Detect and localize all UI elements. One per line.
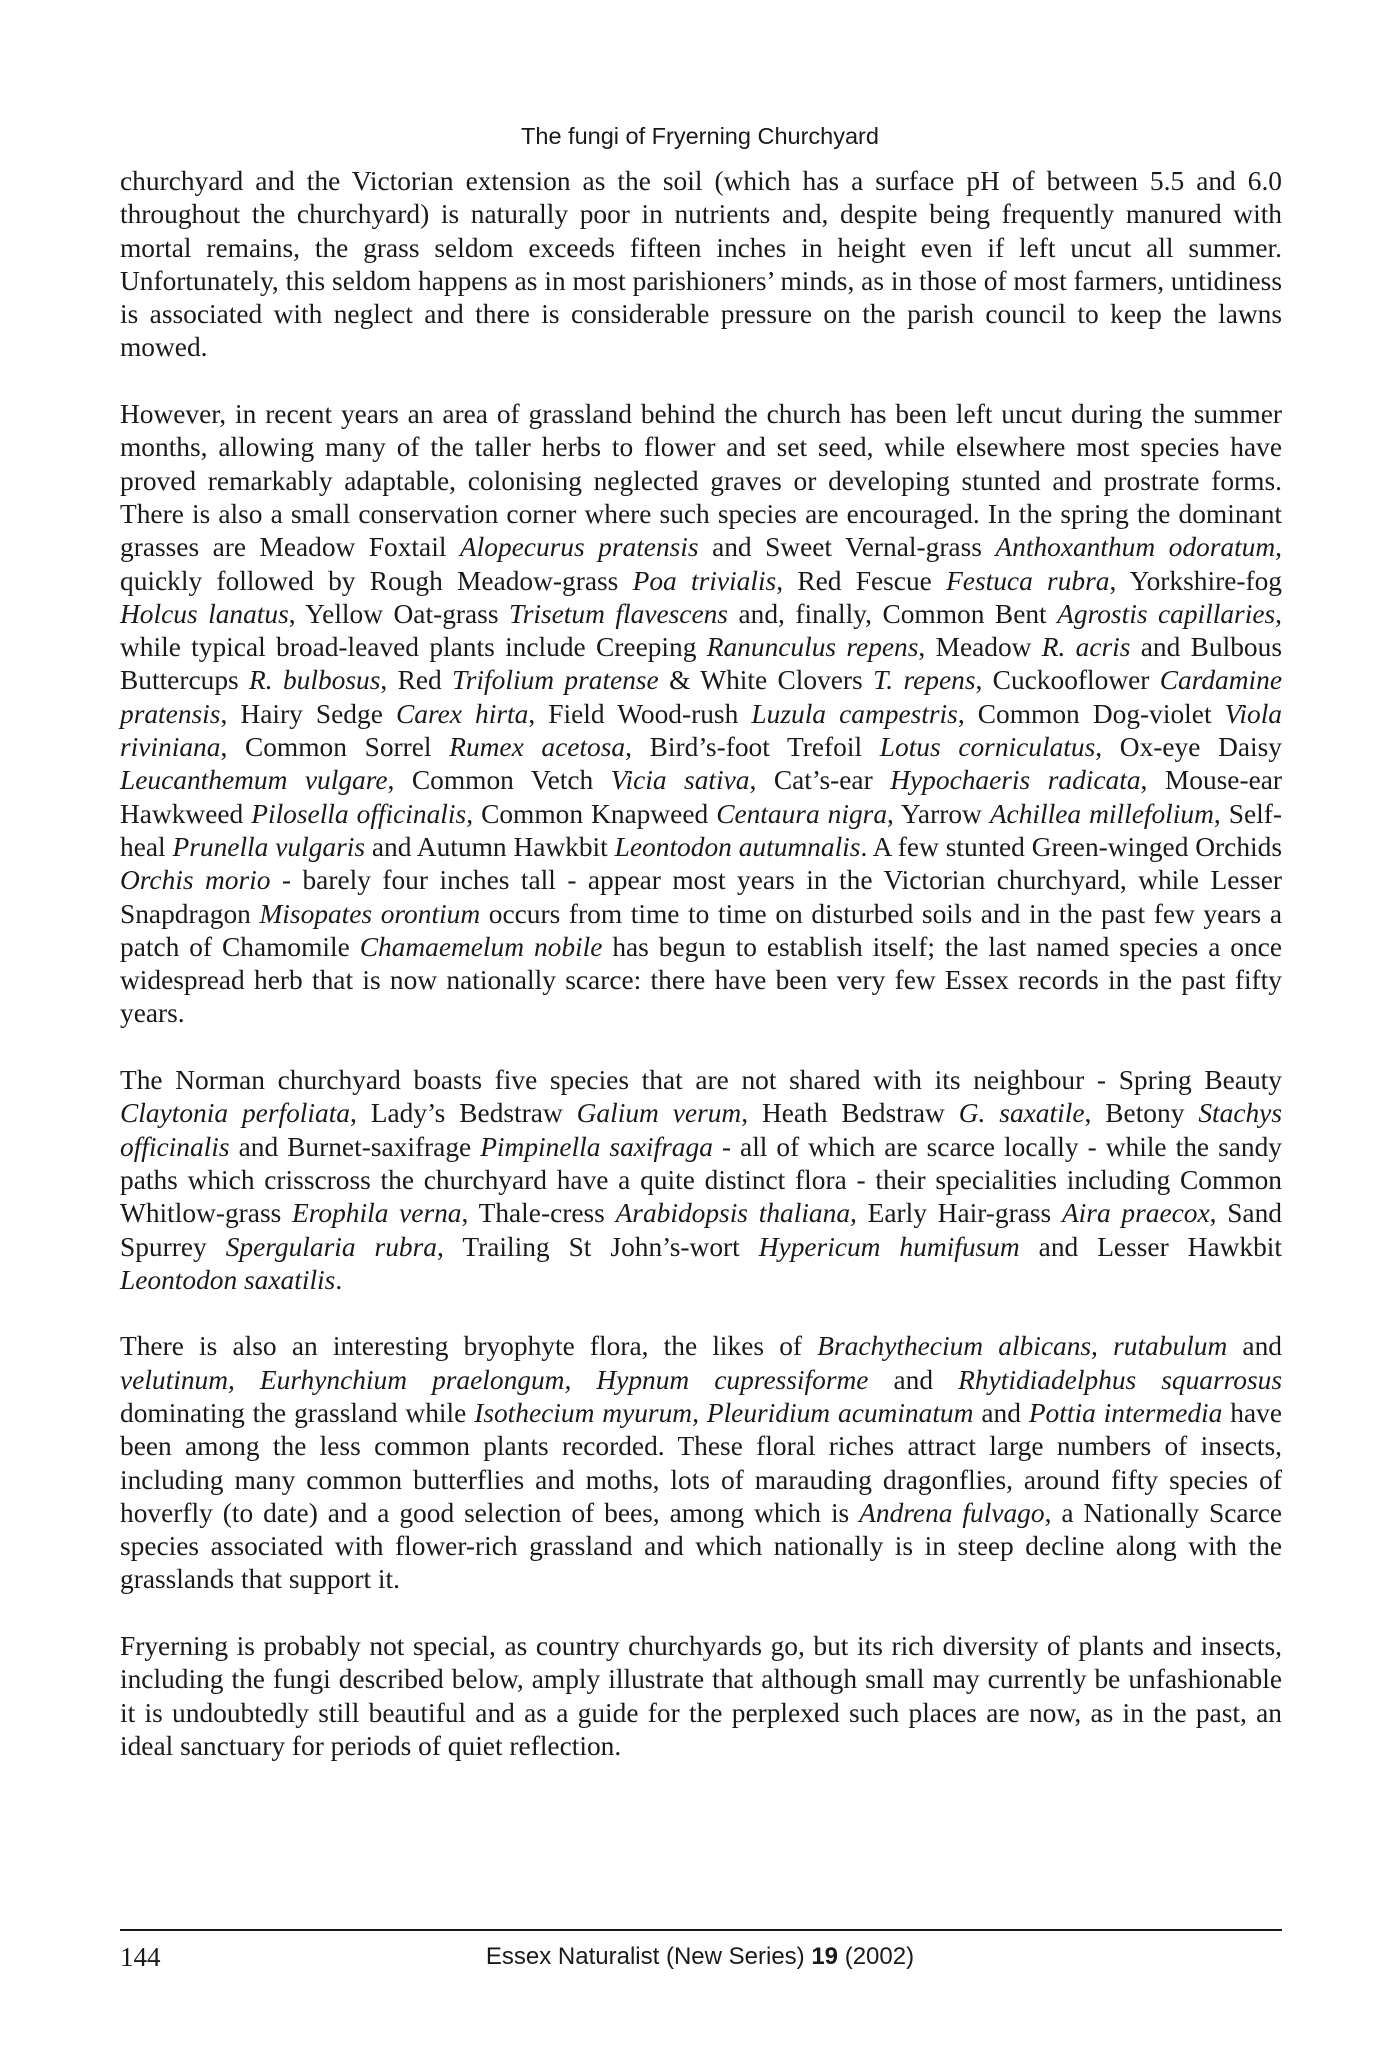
- species-name: R. acris: [1041, 632, 1131, 663]
- species-name: Vicia sativa: [610, 765, 750, 796]
- species-name: Cardamine pratensis: [120, 665, 1282, 729]
- species-name: Isothecium myurum, Pleuridium acuminatum: [474, 1397, 974, 1428]
- text-run: , Common Dog-violet: [957, 698, 1225, 729]
- text-run: , Yellow Oat-grass: [288, 598, 509, 629]
- species-name: Agrostis capillaries: [1057, 598, 1276, 629]
- text-run: & White Clovers: [658, 665, 874, 696]
- text-run: has begun to establish itself; the last named species a once widespread herb that is now nationally scarce: there have been very few Essex records in the past fifty years.: [120, 931, 1282, 1029]
- text-run: .: [335, 1264, 343, 1295]
- species-name: Lotus corniculatus: [879, 732, 1096, 763]
- body-paragraph: [120, 398, 1282, 1031]
- body-paragraph: [120, 1330, 1282, 1596]
- species-name: Leontodon autumnalis: [614, 831, 861, 862]
- text-run: have been among the less common plants recorded. These floral riches attract large numbers of insects, including many common butterflies and moths, lots of marauding dragonflies, around fifty species of hoverfly (to date) and a good selection of bees, among which is: [120, 1397, 1282, 1528]
- running-title: The fungi of Fryerning Churchyard: [521, 123, 879, 149]
- text-run: and Autumn Hawkbit: [365, 831, 615, 862]
- text-run: , Hairy Sedge: [220, 698, 396, 729]
- species-name: G. saxatile: [958, 1098, 1085, 1129]
- journal-name: Essex Naturalist (New Series): [485, 1943, 812, 1970]
- text-run: However, in recent years an area of grassland behind the church has been left uncut during the summer months, allowing many of the taller herbs to flower and set seed, while elsewhere most species have proved remarkably adaptable, colonising neglected graves or developing stunted and prostrate forms. There is also a small conservation corner where such species are encouraged. In the spring the dominant grasses are Meadow Foxtail: [120, 399, 1282, 563]
- species-name: Chamaemelum nobile: [359, 931, 603, 962]
- species-name: Arabidopsis thaliana,: [615, 1198, 857, 1229]
- journal-citation: [0, 1941, 1400, 1973]
- journal-volume: 19: [811, 1943, 839, 1970]
- text-run: , a Nationally Scarce species associated with flower-rich grassland and which nationally is in steep decline along with the grasslands that support it.: [120, 1497, 1283, 1595]
- text-run: and Burnet-saxifrage: [229, 1131, 481, 1162]
- text-run: , quickly followed by Rough Meadow-grass: [120, 532, 1283, 596]
- species-name: Trisetum flavescens: [509, 598, 728, 629]
- body-paragraph: [120, 1630, 1282, 1763]
- body-paragraph: [120, 165, 1282, 365]
- text-run: , Ox-eye Daisy: [1095, 732, 1282, 763]
- species-name: Erophila verna: [292, 1198, 462, 1229]
- text-run: , Common Knapweed: [466, 798, 717, 829]
- species-name: Hypochaeris radicata: [890, 765, 1141, 796]
- species-name: Alopecurus pratensis: [459, 532, 699, 563]
- species-name: Pilosella officinalis: [251, 798, 467, 829]
- text-run: . A few stunted Green-winged Orchids: [860, 831, 1282, 862]
- species-name: T. repens: [873, 665, 976, 696]
- body-paragraph: [120, 1064, 1282, 1297]
- species-name: Luzula campestris: [751, 698, 958, 729]
- species-name: Andrena fulvago: [859, 1497, 1045, 1528]
- text-run: There is also an interesting bryophyte flora, the likes of: [120, 1331, 818, 1362]
- species-name: Viola riviniana: [120, 698, 1282, 763]
- species-name: Carex hirta: [396, 698, 529, 729]
- text-run: and: [1227, 1331, 1282, 1362]
- species-name: Centaura nigra: [716, 798, 888, 829]
- species-name: Leucanthemum vulgare: [120, 765, 388, 796]
- text-run: , Yarrow: [887, 798, 990, 829]
- species-name: R. bulbosus: [249, 665, 381, 696]
- text-run: Fryerning is probably not special, as country churchyards go, but its rich diversity of plants and insects, including the fungi described below, amply illustrate that although small may currently be unfashionable it is undoubtedly still beautiful and as a guide for the perplexed such places are now, as in the past, an ideal sanctuary for periods of quiet reflection.: [120, 1631, 1282, 1761]
- text-run: - barely four inches tall - appear most years in the Victorian churchyard, while Lesser Snapdragon: [120, 865, 1282, 929]
- text-run: dominating the grassland while: [120, 1397, 475, 1428]
- species-name: Prunella vulgaris: [172, 831, 366, 862]
- text-run: , Bird’s-foot Trefoil: [625, 732, 880, 763]
- species-name: Holcus lanatus: [120, 598, 289, 629]
- text-run: , Cuckooflower: [975, 665, 1160, 696]
- species-name: Poa trivialis: [632, 565, 777, 596]
- text-run: , Cat’s-ear: [749, 765, 891, 796]
- text-run: , Betony: [1084, 1098, 1199, 1129]
- species-name: velutinum, Eurhynchium praelongum, Hypnum cupressiforme: [120, 1364, 869, 1395]
- text-run: and Sweet Vernal-grass: [698, 532, 996, 563]
- article-body: [120, 165, 1282, 1763]
- text-run: - all of which are scarce locally - while the sandy paths which crisscross the churchyard have a quite distinct flora - their specialities including Common Whitlow-grass: [120, 1131, 1282, 1229]
- species-name: Brachythecium albicans, rutabulum: [817, 1331, 1228, 1362]
- species-name: Orchis morio: [120, 865, 271, 896]
- text-run: The Norman churchyard boasts five species that are not shared with its neighbour - Spring Beauty: [120, 1065, 1282, 1096]
- text-run: , Yorkshire-fog: [1109, 565, 1282, 596]
- species-name: Ranunculus repens: [706, 632, 919, 663]
- text-run: occurs from time to time on disturbed soils and in the past few years a patch of Chamomile: [120, 898, 1282, 962]
- text-run: and, finally, Common Bent: [727, 598, 1058, 629]
- species-name: Anthoxanthum odoratum: [995, 532, 1276, 563]
- page-number: 144: [120, 1942, 161, 1972]
- species-name: Spergularia rubra: [225, 1231, 437, 1262]
- text-run: and: [973, 1397, 1029, 1428]
- text-run: , Lady’s Bedstraw: [350, 1098, 577, 1129]
- species-name: Hypericum humifusum: [758, 1231, 1020, 1262]
- text-run: , Red: [380, 665, 453, 696]
- text-run: , Field Wood-rush: [528, 698, 752, 729]
- text-run: , while typical broad-leaved plants include Creeping: [120, 598, 1283, 663]
- species-name: Trifolium pratense: [452, 665, 659, 696]
- species-name: Aira praecox: [1061, 1198, 1210, 1229]
- text-run: , Mouse-ear Hawkweed: [120, 765, 1283, 829]
- text-run: churchyard and the Victorian extension as the soil (which has a surface pH of between 5.5 and 6.0 throughout the churchyard) is naturally poor in nutrients and, despite being frequently manured with mortal remains, the grass seldom exceeds fifteen inches in height even if left uncut all summer. Unfortunately, this seldom happens as in most parishioners’ minds, as in those of most farmers, untidiness is associated with neglect and there is considerable pressure on the parish council to keep the lawns mowed.: [120, 166, 1282, 363]
- species-name: Claytonia perfoliata: [120, 1098, 351, 1129]
- text-run: , Trailing St John’s-wort: [436, 1231, 759, 1262]
- text-run: , Self-heal: [120, 798, 1282, 862]
- text-run: and: [868, 1364, 959, 1395]
- species-name: Rhytidiadelphus squarrosus: [958, 1364, 1282, 1395]
- text-run: , Sand Spurrey: [120, 1198, 1282, 1262]
- text-run: , Red Fescue: [776, 565, 947, 596]
- text-run: Early Hair-grass: [856, 1198, 1062, 1229]
- journal-year: (2002): [838, 1943, 915, 1970]
- text-run: and Bulbous Buttercups: [120, 632, 1282, 696]
- species-name: Achillea millefolium: [989, 798, 1214, 829]
- species-name: Pimpinella saxifraga: [480, 1131, 713, 1162]
- text-run: , Meadow: [918, 632, 1042, 663]
- text-run: , Thale-cress: [461, 1198, 616, 1229]
- footer-divider: [120, 1929, 1282, 1931]
- species-name: Pottia intermedia: [1028, 1397, 1223, 1428]
- species-name: Misopates orontium: [259, 898, 481, 929]
- text-run: , Heath Bedstraw: [741, 1098, 959, 1129]
- species-name: Rumex acetosa: [449, 732, 626, 763]
- species-name: Festuca rubra: [946, 565, 1110, 596]
- species-name: Leontodon saxatilis: [120, 1264, 336, 1295]
- text-run: , Common Vetch: [387, 765, 611, 796]
- species-name: Galium verum: [576, 1098, 742, 1129]
- species-name: Stachys officinalis: [120, 1098, 1282, 1162]
- text-run: and Lesser Hawkbit: [1019, 1231, 1283, 1262]
- text-run: , Common Sorrel: [220, 732, 450, 763]
